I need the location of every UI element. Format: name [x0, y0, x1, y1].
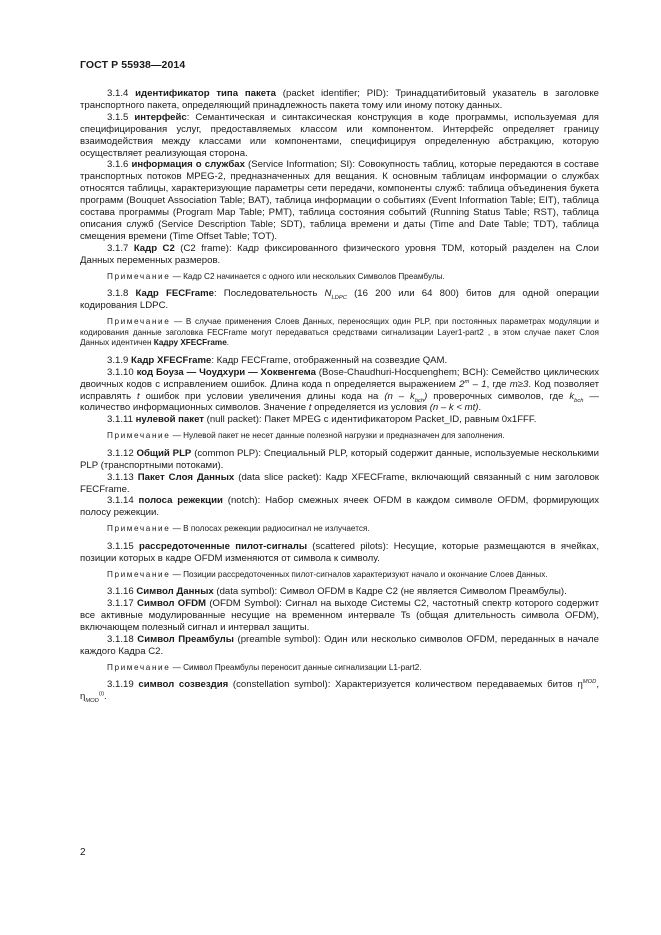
term-number: 3.1.14 [107, 495, 134, 507]
note-label: Примечание [107, 524, 171, 534]
definition-text: (scattered pilots): Несущие, которые размещаются в ячейках, позиции которых в кадре OFDM изменяются от символа к символу. [80, 540, 600, 564]
definition-text: определяется из условия [311, 402, 430, 414]
note-3-1-15 [80, 570, 599, 581]
term: интерфейс [134, 111, 187, 123]
note-label: Примечание [107, 431, 171, 441]
note-3-1-18 [80, 663, 599, 674]
math-subscript: MOD [85, 698, 99, 705]
term: Кадр XFECFrame [131, 354, 212, 366]
term-number: 3.1.8 [107, 288, 129, 300]
definition-3-1-9 [80, 355, 599, 367]
definition-3-1-13 [80, 472, 599, 496]
term: информация о службах [131, 159, 245, 171]
term-number: 3.1.9 [107, 354, 129, 366]
term-number: 3.1.10 [107, 366, 134, 378]
definition-3-1-4 [80, 88, 599, 112]
math-symbol: t [137, 390, 140, 402]
definition-text: ошибок при условии увеличения длины кода на [139, 390, 385, 402]
term-number: 3.1.11 [107, 414, 133, 426]
term: нулевой пакет [135, 414, 204, 426]
definition-3-1-17 [80, 598, 599, 634]
math-symbol: k [569, 390, 575, 402]
term: символ созвездия [138, 679, 229, 691]
definition-text: (16 200 или 64 800) битов для одной операции кодирования LDPC. [80, 288, 599, 312]
term-number: 3.1.4 [107, 88, 129, 99]
term: Символ Преамбулы [137, 633, 234, 645]
definition-3-1-19 [80, 679, 599, 703]
math-superscript: (i) [98, 691, 105, 697]
math-superscript: MOD [582, 679, 597, 686]
note-label: Примечание [107, 569, 171, 579]
definition-3-1-6 [80, 159, 599, 242]
math-subscript: bch [574, 397, 584, 404]
definition-3-1-7 [80, 243, 599, 267]
note-bold-term: Кадру XFECFrame [153, 338, 227, 348]
definition-3-1-8 [80, 288, 599, 312]
definition-text: (common PLP): Специальный PLP, который содержит данные, используемые несколькими PLP (транспортными потоками). [80, 447, 600, 471]
math-expression: – 1 [469, 378, 487, 390]
note-text: — В случае применения Слоев Данных, переносящих один PLP, при постоянных параметрах модуляции и кодирования данные заголовка FECFrame могут передаваться средствами сигнализации Layer1-part2 , в этом случае пакет Слоя Данных идентичен [80, 317, 599, 348]
definition-text: : Семантическая и синтаксическая конструкция в коде программы, используемая для специфицирования услуг, предоставляемых классом или компонентом. Интерфейс определяет границу взаимодействия между классами или компонентами, специфицируя определенную абстракцию, которую осуществляет реализующая сторона. [80, 111, 599, 159]
note-3-1-8 [80, 317, 599, 349]
definition-text: . Код позволяет исправлять [80, 378, 600, 402]
definition-text: (OFDM Symbol): Сигнал на выходе Системы С2, частотный спектр которого содержит все активные модулированные несущие на временном интервале Ts (общая длительность символа OFDM), включающем полезный сигнал и интервал защиты. [80, 598, 599, 633]
note-text: . [226, 338, 230, 348]
term: Кадр С2 [133, 242, 175, 254]
note-text: — Позиции рассредоточенных пилот-сигналов характеризуют начало и окончание Слоев Данных. [170, 569, 548, 579]
term: Пакет Слоя Данных [137, 471, 235, 483]
math-symbol: η [80, 691, 86, 703]
term: Символ Данных [136, 586, 214, 598]
term: полоса режекции [138, 495, 223, 507]
math-symbol: t [308, 402, 312, 414]
math-symbol: η [577, 679, 583, 691]
math-expression: 2 [459, 378, 465, 390]
note-text: — Нулевой пакет не несет данные полезной нагрузки и предназначен для заполнения. [170, 431, 505, 441]
note-3-1-14 [80, 524, 599, 535]
definition-text: : Последовательность [213, 288, 325, 300]
term-number: 3.1.17 [107, 598, 134, 610]
definition-text: (null packet): Пакет MPEG с идентификатором Packet_ID, равным 0x1FFF. [203, 414, 537, 426]
term: Символ OFDM [137, 598, 206, 610]
definition-text: . [478, 402, 482, 414]
definition-3-1-18 [80, 634, 599, 658]
term: код Боуза — Чоудхури — Хоквенгема [136, 366, 316, 378]
term-number: 3.1.6 [107, 159, 129, 171]
definition-3-1-12 [80, 448, 599, 472]
math-expression: (n – k < mt) [429, 402, 479, 414]
math-subscript: bch [414, 397, 425, 404]
term-number: 3.1.5 [107, 111, 129, 123]
document-header: ГОСТ Р 55938—2014 [80, 59, 186, 71]
page-number: 2 [80, 847, 86, 858]
term-number: 3.1.12 [107, 447, 134, 459]
term-number: 3.1.18 [107, 633, 134, 645]
note-text: — Символ Преамбулы переносит данные сигнализации L1-part2. [170, 662, 422, 672]
definition-text: (data slice packet): Кадр XFECFrame, включающий связанный с ним заголовок FECFrame. [80, 471, 599, 495]
math-symbol: N [324, 288, 332, 300]
definition-text: (Bose-Chaudhuri-Hocquenghem; BCH): Семейство циклических двоичных кодов с исправлением ошибок. Длина кода n определяется выражением [80, 366, 599, 390]
math-superscript: m [464, 378, 470, 385]
definition-3-1-5 [80, 112, 599, 160]
term-number: 3.1.16 [107, 586, 134, 598]
definition-3-1-14 [80, 495, 599, 519]
definition-text: (packet identifier; PID): Тринадцатибитовый указатель в заголовке транспортного пакета, определяющий принадлежность пакета тому или иному потоку данных. [80, 88, 599, 111]
definition-3-1-15 [80, 541, 599, 565]
definition-text: , где [486, 378, 510, 390]
definition-3-1-16 [80, 586, 599, 598]
definition-text: (data symbol): Символ OFDM в Кадре С2 (не является Символом Преамбулы). [213, 586, 567, 598]
definition-text: , [596, 679, 599, 691]
math-subscript: LDPC [331, 295, 347, 302]
note-text: — В полосах режекции радиосигнал не излучается. [170, 524, 370, 534]
term: рассредоточенные пилот-сигналы [138, 540, 308, 552]
definition-text: (notch): Набор смежных ячеек OFDM в каждом символе OFDM, формирующих полосу режекции. [80, 495, 599, 519]
definition-text: (preamble symbol): Один или несколько символов OFDM, переданных в начале каждого Кадра С2. [80, 633, 599, 657]
note-label: Примечание [107, 271, 171, 281]
definition-text: : Кадр FECFrame, отображенный на созвездие QAM. [211, 354, 448, 366]
term: Кадр FECFrame [135, 288, 214, 300]
note-text: — Кадр С2 начинается с одного или нескольких Символов Преамбулы. [170, 271, 445, 281]
term-number: 3.1.7 [107, 242, 129, 254]
term: Общий PLP [136, 447, 192, 459]
definition-text: проверочных символов, где [427, 390, 570, 402]
term-number: 3.1.19 [107, 679, 134, 691]
term-number: 3.1.15 [107, 540, 134, 552]
note-3-1-7 [80, 272, 599, 283]
term-number: 3.1.13 [107, 471, 134, 483]
note-3-1-11 [80, 431, 599, 442]
math-expression: ) [424, 390, 428, 402]
definition-text: — количество информационных символов. Значение [80, 390, 600, 414]
definition-3-1-10 [80, 367, 599, 415]
definition-text: (Service Information; SI): Совокупность таблиц, которые передаются в составе транспортных потоков MPEG-2, предназначенных для вещания. К основным таблицам информации о службах относятся таблицы, характеризующие параметры сети передачи, компоненты служб: таблица объединения букета программ (Bouquet Association Table; BAT), таблица информации о событиях (Event Information Table; EIT), таблица состава программы (Program Map Table; PMT), таблица состояния событий (Running Status Table; RST), таблица описания служб (Service Description Table; SDT), таблица времени и даты (Time and Date Table; TDT), таблица смещения времени (Time Offset Table; TOT). [80, 159, 600, 242]
math-expression: m≥3 [509, 378, 529, 390]
definition-text: . [104, 691, 107, 703]
definition-text: (constellation symbol): Характеризуется количеством передаваемых битов [228, 679, 578, 691]
term: идентификатор типа пакета [135, 88, 277, 99]
definitions-list [80, 88, 599, 703]
definition-text: (С2 frame): Кадр фиксированного физического уровня TDM, который разделен на Слои Данных переменных размеров. [80, 242, 599, 266]
note-label: Примечание [107, 317, 171, 326]
math-expression: (n – k [384, 390, 415, 402]
definition-3-1-11 [80, 414, 599, 426]
note-label: Примечание [107, 662, 171, 672]
